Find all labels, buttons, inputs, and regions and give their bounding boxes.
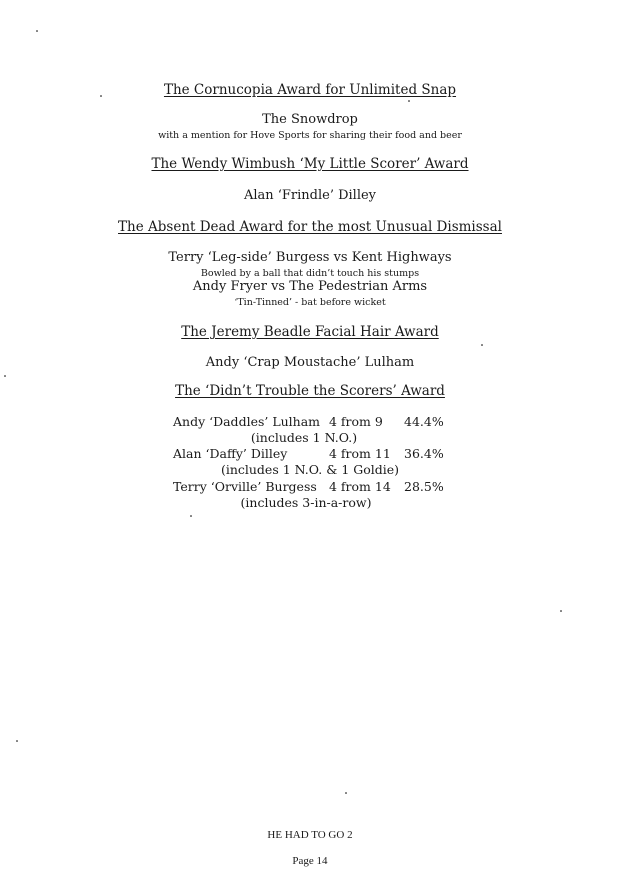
scorers-row-2-pct: 36.4% [404, 446, 444, 461]
scorers-row-2-note: (includes 1 N.O. & 1 Goldie) [220, 462, 400, 477]
footer-title: HE HAD TO GO 2 [267, 829, 353, 841]
scan-speck [345, 792, 347, 794]
cornucopia-award-heading: The Cornucopia Award for Unlimited Snap [163, 82, 457, 98]
scorers-row-1-pct: 44.4% [404, 414, 444, 429]
absent-dead-entry-1-note: Bowled by a ball that didn’t touch his stumps [200, 268, 420, 279]
absent-dead-entry-2-note: ‘Tin-Tinned’ - bat before wicket [234, 297, 386, 308]
scorers-row-1-name: Andy ‘Daddles’ Lulham [173, 414, 321, 429]
scan-speck [16, 740, 18, 742]
scorers-row-2-from: 4 from 11 [329, 446, 391, 461]
scorers-row-2-name: Alan ‘Daffy’ Dilley [173, 446, 288, 461]
scorers-row-3-name: Terry ‘Orville’ Burgess [173, 479, 317, 494]
scan-speck [100, 95, 102, 97]
scan-speck [36, 30, 38, 32]
page-number: Page 14 [292, 855, 328, 867]
scorers-row-3-pct: 28.5% [404, 479, 444, 494]
scorers-row-3-from: 4 from 14 [329, 479, 391, 494]
scorers-row-3-note: (includes 3-in-a-row) [240, 495, 372, 510]
beadle-award-winner: Andy ‘Crap Moustache’ Lulham [205, 355, 415, 370]
cornucopia-award-note: with a mention for Hove Sports for sharing their food and beer [158, 130, 462, 141]
absent-dead-entry-2-title: Andy Fryer vs The Pedestrian Arms [192, 279, 428, 294]
beadle-award-heading: The Jeremy Beadle Facial Hair Award [181, 324, 439, 340]
scorers-row-1-from: 4 from 9 [329, 414, 383, 429]
scan-speck [408, 100, 410, 102]
scan-speck [481, 344, 483, 346]
scorers-row-1-note: (includes 1 N.O.) [250, 430, 358, 445]
wimbush-award-winner: Alan ‘Frindle’ Dilley [243, 188, 377, 203]
scan-speck [4, 375, 6, 377]
absent-dead-entry-1-title: Terry ‘Leg-side’ Burgess vs Kent Highways [168, 250, 452, 265]
cornucopia-award-winner: The Snowdrop [262, 112, 358, 127]
wimbush-award-heading: The Wendy Wimbush ‘My Little Scorer’ Award [151, 156, 469, 172]
absent-dead-award-heading: The Absent Dead Award for the most Unusual Dismissal [118, 219, 502, 235]
scan-speck [560, 610, 562, 612]
scan-speck [190, 515, 192, 517]
scorers-award-heading: The ‘Didn’t Trouble the Scorers’ Award [175, 383, 445, 399]
